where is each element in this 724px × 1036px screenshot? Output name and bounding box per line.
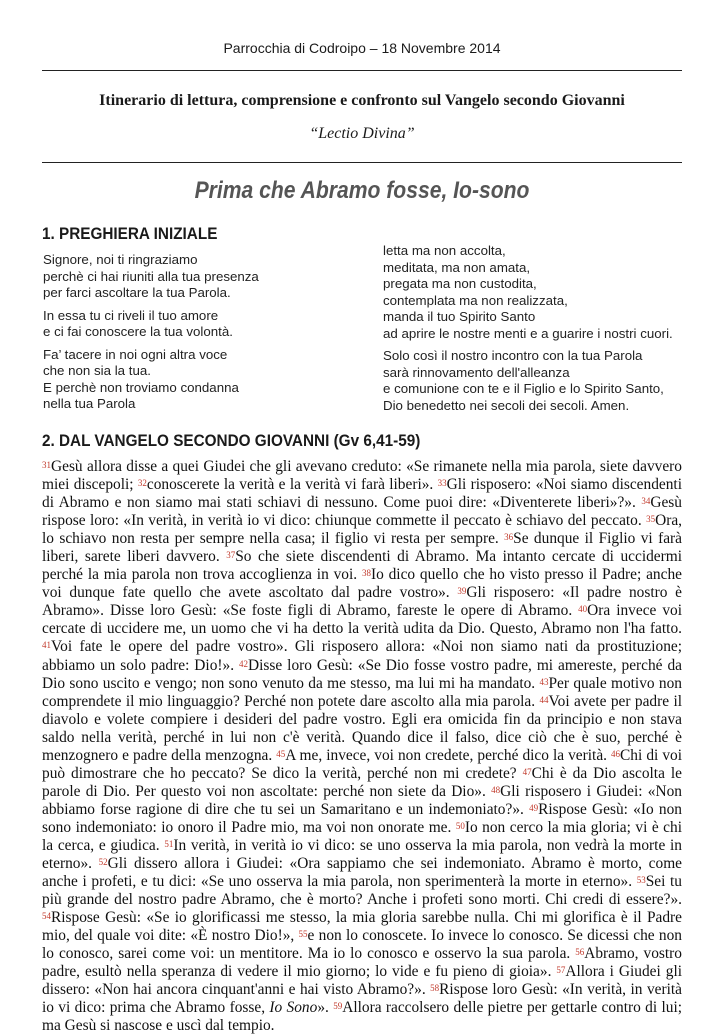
- prayer-stanza: [43, 252, 363, 302]
- prayer-line: E perchè non troviamo condanna: [43, 379, 239, 395]
- prayer-line: per farci ascoltare la tua Parola.: [43, 285, 231, 300]
- verse-text: conoscerete la verità e la verità vi farà liberi».: [146, 476, 438, 494]
- prayer-line: pregata ma non custodita,: [383, 276, 537, 291]
- prayer-line: perchè ci hai riuniti alla tua presenza: [43, 268, 259, 284]
- verse-number: 40: [578, 604, 588, 615]
- verse-text: A me, invece, voi non credete, perché dico la verità.: [285, 746, 612, 764]
- prayer-line: In essa tu ci riveli il tuo amore: [43, 307, 219, 323]
- verse-number: 39: [457, 586, 467, 597]
- prayer-line: Fa’ tacere in noi ogni altra voce: [43, 346, 228, 362]
- verse-text: Gesù rispose loro: «In verità, in verità io vi dico: chiunque commette il peccato è schiavo del peccato.: [42, 494, 682, 530]
- verse-text: Io non cerco la mia gloria; vi è chi la cerca, e giudica.: [42, 818, 682, 854]
- verse-emphasis: Io Sono: [269, 999, 318, 1017]
- prayer-line: contemplata ma non realizzata,: [383, 292, 568, 308]
- verse-text: Gli risposero: «Il padre nostro è Abramo». Disse loro Gesù: «Se foste figli di Abramo, fareste le opere di Abramo.: [42, 584, 682, 620]
- prayer-stanza: [383, 348, 683, 414]
- verse-number: 47: [522, 766, 532, 777]
- prayer-right-column: [383, 243, 683, 420]
- verse-number: 38: [361, 568, 371, 579]
- prayer-line: manda il tuo Spirito Santo: [383, 309, 536, 324]
- verse-number: 45: [276, 748, 286, 759]
- verse-text: Voi fate le opere del padre vostro». Gli risposero allora: «Noi non siamo nati da prostituzione; abbiamo un solo padre: Dio!».: [42, 638, 682, 674]
- title-divider: [42, 162, 682, 163]
- verse-number: 31: [42, 460, 51, 470]
- verse-text: Io dico quello che ho visto presso il Padre; anche voi dunque fate quello che avete ascoltato dal padre vostro».: [42, 566, 682, 602]
- verse-number: 58: [430, 983, 440, 994]
- verse-number: 36: [504, 532, 514, 543]
- section-heading-gospel: 2. DAL VANGELO SECONDO GIOVANNI (Gv 6,41-59): [42, 431, 421, 450]
- gospel-text: [42, 458, 682, 1036]
- verse-number: 43: [539, 676, 549, 687]
- prayer-line: nella tua Parola: [43, 396, 136, 411]
- verse-number: 48: [491, 784, 501, 795]
- verse-text: Chi è da Dio ascolta le parole di Dio. Per questo voi non ascoltate: perché non siete da Dio».: [42, 764, 682, 800]
- prayer-line: meditata, ma non amata,: [383, 259, 531, 275]
- verse-text: Rispose Gesù: «Se io glorificassi me stesso, la mia gloria sarebbe nulla. Chi mi glorifica è il Padre mio, del quale voi dite: «È nostro Dio!»,: [42, 909, 682, 945]
- verse-number: 55: [298, 929, 308, 940]
- verse-text: Voi avete per padre il diavolo e volete compiere i desideri del padre vostro. Egli era omicida fin da principio e non stava saldo nella verità, perché in lui non c'è verità. Quando dice il falso, dice ciò che è suo, perché è menzognero e padre della menzogna.: [42, 692, 682, 764]
- prayer-line: ad aprire le nostre menti e a guarire i nostri cuori.: [383, 325, 673, 341]
- verse-text: ».: [317, 999, 334, 1017]
- verse-number: 52: [98, 857, 108, 868]
- verse-text: Chi di voi può dimostrare che ho peccato? Se dico la verità, perché non mi credete?: [42, 746, 682, 782]
- prayer-stanza: [383, 243, 683, 342]
- verse-text: Allora i Giudei gli dissero: «Non hai ancora cinquant'anni e hai visto Abramo?».: [42, 963, 682, 999]
- prayer-stanza: [43, 308, 363, 341]
- verse-number: 41: [42, 640, 51, 651]
- verse-text: Abramo, vostro padre, esultò nella speranza di vedere il mio giorno; lo vide e fu pieno di gioia».: [42, 945, 682, 981]
- verse-text: Sei tu più grande del nostro padre Abramo, che è morto? Anche i profeti sono morti. Chi credi di essere?».: [42, 873, 682, 909]
- verse-text: Per quale motivo non comprendete il mio linguaggio? Perché non potete dare ascolto alla mia parola.: [42, 674, 682, 710]
- verse-number: 42: [239, 658, 249, 669]
- page-header: Parrocchia di Codroipo – 18 Novembre 2014: [223, 40, 501, 56]
- verse-number: 50: [455, 820, 465, 831]
- verse-text: Rispose Gesù: «Io non sono indemoniato: io onoro il Padre mio, ma voi non onorate me.: [42, 800, 682, 836]
- verse-number: 51: [164, 838, 174, 849]
- verse-text: Disse loro Gesù: «Se Dio fosse vostro padre, mi amereste, perché da Dio sono uscito e vengo; non sono venuto da me stesso, ma lui mi ha mandato.: [42, 656, 682, 692]
- verse-text: Gli risposero: «Noi siamo discendenti di Abramo e non siamo mai stati schiavi di nessuno. Come puoi dire: «Diventerete liberi»?».: [42, 476, 682, 512]
- prayer-stanza: [43, 347, 363, 413]
- prayer-line: letta ma non accolta,: [383, 243, 506, 258]
- prayer-line: Solo così il nostro incontro con la tua Parola: [383, 348, 643, 363]
- prayer-line: Signore, noi ti ringraziamo: [43, 252, 198, 267]
- prayer-line: e ci fai conoscere la tua volontà.: [43, 324, 233, 339]
- verse-text: e non lo conoscete. Io invece lo conosco. Se dicessi che non lo conosco, sarei come voi: un mentitore. Ma io lo conosco e osservo la sua parola.: [42, 927, 682, 963]
- prayer-line: Dio benedetto nei secoli dei secoli. Amen.: [383, 397, 630, 413]
- verse-text: Ora invece voi cercate di uccidere me, un uomo che vi ha detto la verità udita da Dio. Questo, Abramo non l'ha fatto.: [42, 602, 683, 638]
- verse-text: Rispose loro Gesù: «In verità, in verità io vi dico: prima che Abramo fosse,: [42, 981, 683, 1017]
- verse-number: 32: [137, 478, 147, 489]
- verse-text: In verità, in verità io vi dico: se uno osserva la mia parola, non vedrà la morte in eterno».: [42, 836, 682, 873]
- verse-number: 34: [641, 496, 651, 507]
- verse-number: 49: [529, 802, 539, 813]
- lectio-label: “Lectio Divina”: [309, 125, 415, 142]
- prayer-line: sarà rinnovamento dell'alleanza: [383, 364, 570, 380]
- verse-number: 59: [333, 1001, 343, 1012]
- prayer-left-column: [43, 252, 363, 419]
- verse-text: Gli dissero allora i Giudei: «Ora sappiamo che sei indemoniato. Abramo è morto, come anche i profeti, e tu dici: «Se uno osserva la mia parola, non sperimenterà la morte in eterno».: [42, 855, 682, 891]
- prayer-line: e comunione con te e il Figlio e lo Spirito Santo,: [383, 381, 664, 396]
- prayer-line: che non sia la tua.: [43, 363, 151, 378]
- verse-number: 44: [539, 694, 549, 705]
- verse-number: 37: [226, 550, 236, 561]
- verse-text: Se dunque il Figlio vi farà liberi, sarete liberi davvero.: [42, 530, 682, 566]
- page-title: Prima che Abramo fosse, Io-sono: [194, 177, 530, 204]
- verse-text: Gli risposero i Giudei: «Non abbiamo forse ragione di dire che tu sei un Samaritano e un indemoniato?».: [42, 782, 682, 818]
- verse-number: 57: [556, 965, 566, 976]
- header-divider: [42, 70, 682, 71]
- verse-number: 46: [611, 748, 621, 759]
- verse-number: 56: [575, 947, 585, 958]
- verse-number: 35: [646, 514, 656, 525]
- verse-number: 53: [636, 875, 646, 886]
- verse-text: Allora raccolsero delle pietre per gettarle contro di lui; ma Gesù si nascose e uscì dal tempio.: [42, 999, 683, 1035]
- verse-text: Gesù allora disse a quei Giudei che gli avevano creduto: «Se rimanete nella mia parola, siete davvero miei discepoli;: [42, 458, 682, 494]
- section-heading-prayer: 1. PREGHIERA INIZIALE: [42, 224, 218, 243]
- document-subtitle: Itinerario di lettura, comprensione e confronto sul Vangelo secondo Giovanni: [99, 92, 625, 109]
- verse-number: 33: [437, 478, 447, 489]
- verse-text: So che siete discendenti di Abramo. Ma intanto cercate di uccidermi perché la mia parola non trova accoglienza in voi.: [42, 548, 683, 584]
- verse-number: 54: [42, 911, 51, 922]
- verse-text: Ora, lo schiavo non resta per sempre nella casa; il figlio vi resta per sempre.: [42, 512, 682, 548]
